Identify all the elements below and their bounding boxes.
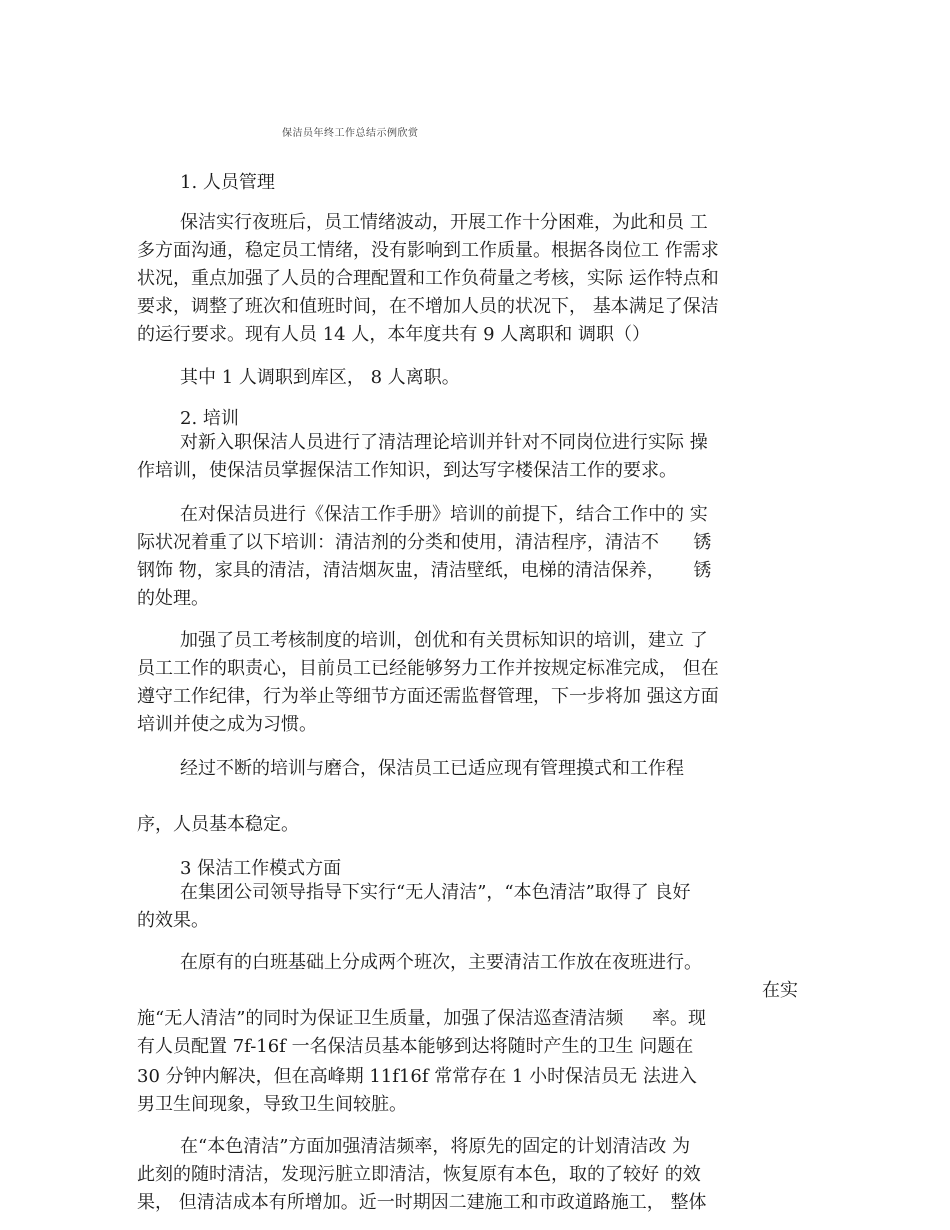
- paragraph-line: 对新入职保洁人员进行了清洁理论培训并针对不同岗位进行实际 操: [180, 432, 708, 453]
- paragraph-line: 加强了员工考核制度的培训，创优和有关贯标知识的培训，建立 了: [180, 630, 708, 651]
- paragraph-line: 的处理。: [137, 588, 209, 609]
- section-heading: 3 保洁工作模式方面: [180, 858, 342, 879]
- paragraph-line: 30 分钟内解决，但在高峰期 11f16f 常常存在 1 小时保洁员无 法进入: [137, 1066, 697, 1087]
- paragraph-line: 培训并使之成为习惯。: [137, 714, 317, 735]
- paragraph-line: 钢饰 物，家具的清洁，清洁烟灰盅，清洁壁纸，电梯的清洁保养， 锈: [137, 560, 712, 581]
- paragraph-line: 施“无人清洁”的同时为保证卫生质量，加强了保洁巡查清洁频 率。现: [137, 1008, 707, 1029]
- paragraph-line: 有人员配置 7f-16f 一名保洁员基本能够到达将随时产生的卫生 问题在: [137, 1036, 694, 1057]
- paragraph-line: 在实: [762, 980, 798, 1001]
- paragraph-line: 状况，重点加强了人员的合理配置和工作负荷量之考核，实际 运作特点和: [137, 268, 719, 289]
- paragraph-line: 际状况着重了以下培训：清洁剂的分类和使用，清洁程序，清洁不 锈: [137, 532, 712, 553]
- paragraph-line: 员工工作的职责心，目前员工已经能够努力工作并按规定标准完成， 但在: [137, 658, 719, 679]
- paragraph-line: 在对保洁员进行《保洁工作手册》培训的前提下，结合工作中的 实: [180, 504, 708, 525]
- paragraph-line: 经过不断的培训与磨合，保洁员工已适应现有管理摸式和工作程: [180, 758, 684, 779]
- paragraph-line: 多方面沟通，稳定员工情绪，没有影响到工作质量。根据各岗位工 作需求: [137, 240, 719, 261]
- paragraph-line: 在集团公司领导指导下实行“无人清洁”，“本色清洁”取得了 良好: [180, 882, 691, 903]
- paragraph-line: 其中 1 人调职到库区， 8 人离职。: [180, 367, 460, 388]
- paragraph-line: 果， 但清洁成本有所增加。近一时期因二建施工和市政道路施工， 整体: [137, 1192, 707, 1213]
- paragraph-line: 男卫生间现象，导致卫生间较脏。: [137, 1094, 407, 1115]
- paragraph-line: 要求，调整了班次和值班时间，在不增加人员的状况下， 基本满足了保洁: [137, 296, 719, 317]
- paragraph-line: 的运行要求。现有人员 14 人，本年度共有 9 人离职和 调职（）: [137, 324, 650, 345]
- paragraph-line: 遵守工作纪律，行为举止等细节方面还需监督管理，下一步将加 强这方面: [137, 686, 719, 707]
- paragraph-line: 在原有的白班基础上分成两个班次，主要清洁工作放在夜班进行。: [180, 952, 702, 973]
- paragraph-line: 序，人员基本稳定。: [137, 814, 299, 835]
- paragraph-line: 保洁实行夜班后，员工情绪波动，开展工作十分困难，为此和员 工: [180, 212, 708, 233]
- section-heading: 2. 培训: [180, 408, 239, 429]
- paragraph-line: 在“本色清洁”方面加强清洁频率，将原先的固定的计划清洁改 为: [180, 1136, 691, 1157]
- document-title: 保洁员年终工作总结示例欣赏: [282, 128, 419, 139]
- section-heading: 1. 人员管理: [180, 172, 275, 193]
- paragraph-line: 的效果。: [137, 910, 209, 931]
- paragraph-line: 此刻的随时清洁，发现污脏立即清洁，恢复原有本色，取的了较好 的效: [137, 1164, 701, 1185]
- paragraph-line: 作培训，使保洁员掌握保洁工作知识，到达写字楼保洁工作的要求。: [137, 460, 677, 481]
